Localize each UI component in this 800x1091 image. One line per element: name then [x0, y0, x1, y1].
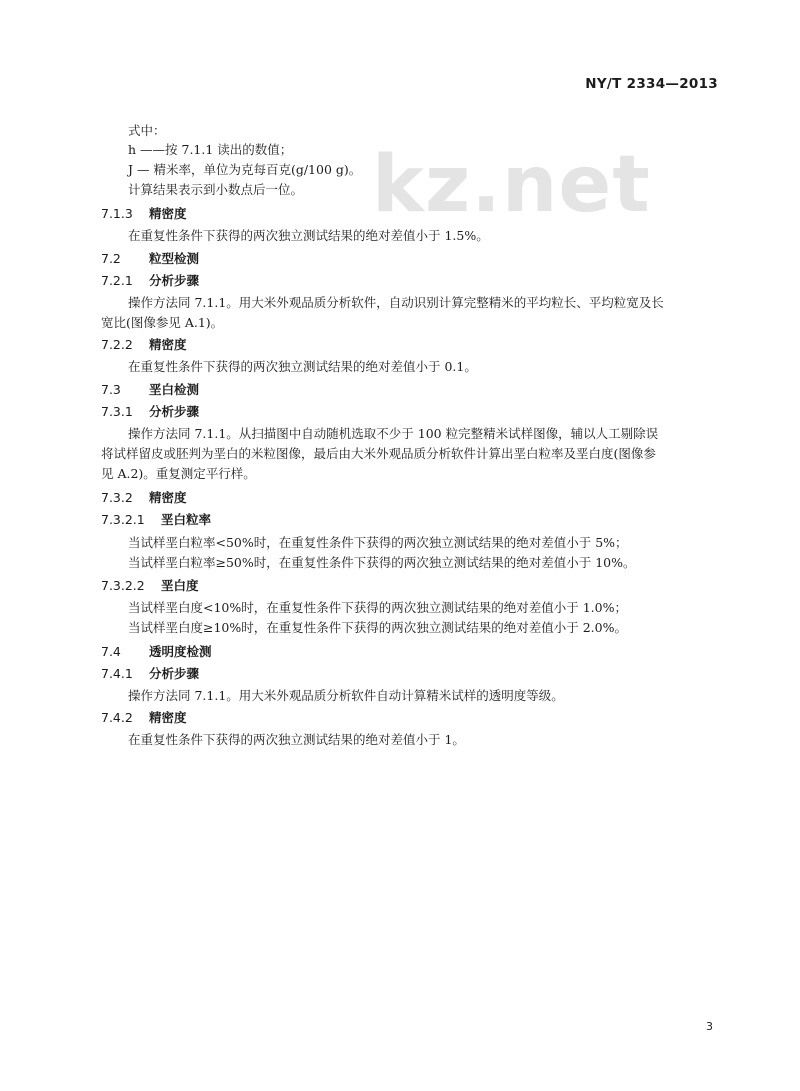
section-title: 粒型检测 [149, 251, 200, 266]
heading-7-4-1 [101, 666, 199, 682]
heading-7-3-2-2 [101, 578, 199, 594]
section-number: 7.4 [101, 644, 121, 659]
paragraph-line: 将试样留皮或胚判为垩白的米粒图像，最后由大米外观品质分析软件计算出垩白粒率及垩白度(图像参 [101, 446, 656, 461]
section-number: 7.2 [101, 251, 121, 266]
paragraph-line: 操作方法同 7.1.1。用大米外观品质分析软件，自动识别计算完整精米的平均粒长、平均粒宽及长 [128, 295, 664, 310]
section-title: 精密度 [149, 337, 187, 352]
section-number: 7.4.1 [101, 666, 133, 681]
section-number: 7.3.2 [101, 490, 133, 505]
heading-7-2-2 [101, 337, 187, 353]
watermark: kz.net [372, 140, 651, 230]
paragraph-line: 当试样垩白粒率≥50%时，在重复性条件下获得的两次独立测试结果的绝对差值小于 10%。 [128, 555, 636, 570]
paragraph: 在重复性条件下获得的两次独立测试结果的绝对差值小于 1.5%。 [128, 228, 489, 243]
paragraph: 在重复性条件下获得的两次独立测试结果的绝对差值小于 1。 [128, 732, 465, 747]
section-title: 精密度 [149, 490, 187, 505]
section-number: 7.3.2.2 [101, 578, 145, 593]
section-number: 7.3.1 [101, 404, 133, 419]
section-title: 垩白检测 [149, 382, 200, 397]
heading-7-4 [101, 644, 212, 660]
section-number: 7.2.2 [101, 337, 133, 352]
section-number: 7.3.2.1 [101, 512, 145, 527]
section-title: 垩白度 [161, 578, 199, 593]
heading-7-3-2-1 [101, 512, 211, 528]
section-number: 7.1.3 [101, 206, 133, 221]
formula-where-label: 式中： [128, 123, 166, 138]
section-title: 垩白粒率 [161, 512, 212, 527]
section-title: 精密度 [149, 206, 187, 221]
paragraph: 操作方法同 7.1.1。用大米外观品质分析软件自动计算精米试样的透明度等级。 [128, 688, 564, 703]
heading-7-2-1 [101, 273, 199, 289]
paragraph-line: 当试样垩白度<10%时，在重复性条件下获得的两次独立测试结果的绝对差值小于 1.0%； [128, 600, 627, 615]
standard-number: NY/T 2334—2013 [585, 76, 718, 92]
heading-7-2 [101, 251, 199, 267]
section-title: 分析步骤 [149, 273, 200, 288]
heading-7-3-1 [101, 404, 199, 420]
heading-7-4-2 [101, 710, 187, 726]
section-title: 分析步骤 [149, 404, 200, 419]
heading-7-1-3 [101, 206, 187, 222]
section-title: 精密度 [149, 710, 187, 725]
formula-var-h: h ——按 7.1.1 读出的数值； [128, 142, 293, 157]
section-number: 7.2.1 [101, 273, 133, 288]
page-number: 3 [706, 1020, 713, 1033]
paragraph-line: 当试样垩白粒率<50%时，在重复性条件下获得的两次独立测试结果的绝对差值小于 5%； [128, 535, 628, 550]
section-title: 透明度检测 [149, 644, 212, 659]
paragraph-line: 见 A.2)。重复测定平行样。 [101, 466, 256, 481]
section-title: 分析步骤 [149, 666, 200, 681]
heading-7-3-2 [101, 490, 187, 506]
formula-var-j: J — 精米率，单位为克每百克(g/100 g)。 [128, 162, 362, 177]
formula-result-note: 计算结果表示到小数点后一位。 [128, 182, 304, 197]
paragraph-line: 宽比(图像参见 A.1)。 [101, 315, 224, 330]
paragraph-line: 当试样垩白度≥10%时，在重复性条件下获得的两次独立测试结果的绝对差值小于 2.0%。 [128, 620, 627, 635]
paragraph-line: 操作方法同 7.1.1。从扫描图中自动随机选取不少于 100 粒完整精米试样图像，辅以人工剔除误 [128, 426, 659, 441]
section-number: 7.4.2 [101, 710, 133, 725]
heading-7-3 [101, 382, 199, 398]
paragraph: 在重复性条件下获得的两次独立测试结果的绝对差值小于 0.1。 [128, 359, 477, 374]
section-number: 7.3 [101, 382, 121, 397]
